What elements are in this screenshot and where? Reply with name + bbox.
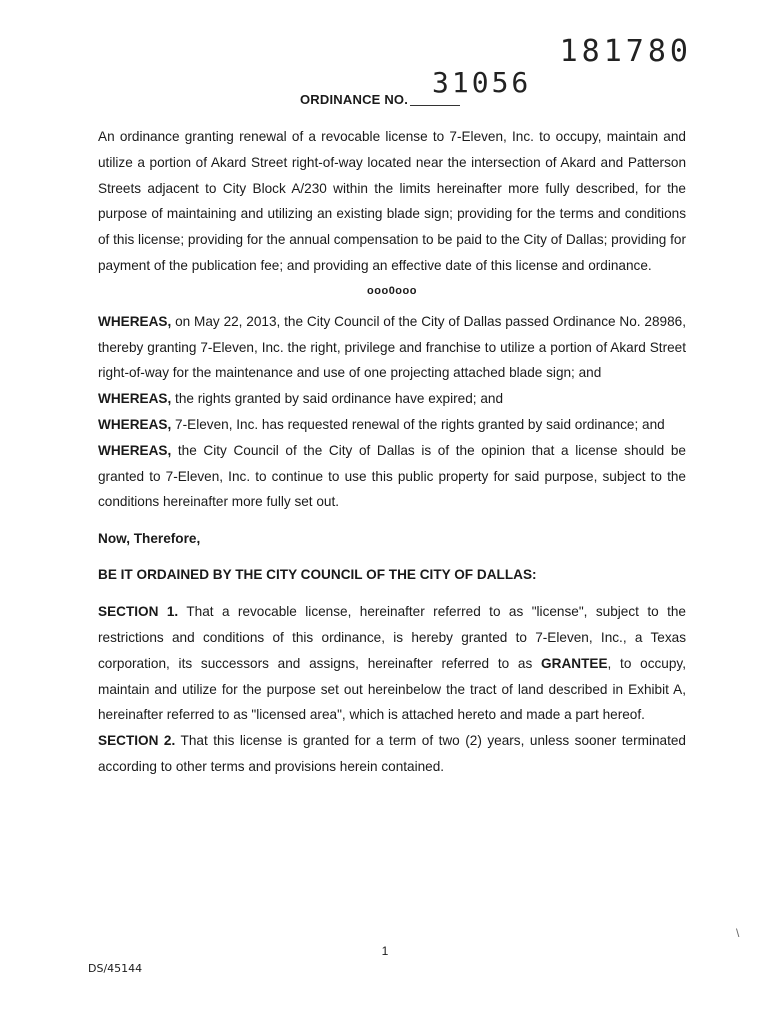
be-it-ordained: BE IT ORDAINED BY THE CITY COUNCIL OF THE CITY OF DALLAS: xyxy=(98,567,537,583)
whereas-label: WHEREAS, xyxy=(98,391,172,407)
handwritten-ordinance-number: 31056 xyxy=(432,66,532,99)
whereas-text: the rights granted by said ordinance have expired; and xyxy=(171,391,504,407)
section-text: , to occupy, maintain and utilize for the purpose set out hereinbelow the tract of land described in Exhibit A, hereinafter referred to as "licensed area", which is attached hereto and made a part hereof. xyxy=(98,655,686,723)
scan-mark: \ xyxy=(736,926,740,940)
whereas-paragraph-1 xyxy=(98,309,686,386)
grantee-term: GRANTEE xyxy=(541,655,608,671)
section-text: That a revocable license, hereinafter referred to as "license", subject to the restrictions and conditions of this ordinance, is hereby granted to 7-Eleven, Inc., a Texas corporation, its successors and assigns, hereinafter referred to as xyxy=(98,604,686,671)
page-number: 1 xyxy=(381,944,389,958)
now-therefore: Now, Therefore, xyxy=(98,531,201,547)
stamp-number: 181780 xyxy=(559,34,692,69)
whereas-label: WHEREAS, xyxy=(98,313,172,329)
whereas-paragraph-2 xyxy=(98,386,686,412)
section-text: That this license is granted for a term of two (2) years, unless sooner terminated according to other terms and provisions herein contained. xyxy=(98,733,686,774)
section-label: SECTION 1. xyxy=(98,604,179,620)
whereas-text: on May 22, 2013, the City Council of the City of Dallas passed Ordinance No. 28986, thereby granting 7-Eleven, Inc. the right, privilege and franchise to utilize a portion of Akard Street right-of-way for the maintenance and use of one projecting attached blade sign; and xyxy=(98,313,686,381)
separator: ooo0ooo xyxy=(367,284,417,297)
whereas-label: WHEREAS, xyxy=(98,416,172,432)
whereas-text: the City Council of the City of Dallas is of the opinion that a license should be granted to 7-Eleven, Inc. to continue to use this public property for said purpose, subject to the conditions hereinafter more fully set out. xyxy=(98,442,686,510)
ordinance-number-line xyxy=(410,105,460,106)
whereas-paragraph-3 xyxy=(98,412,686,438)
whereas-text: 7-Eleven, Inc. has requested renewal of the rights granted by said ordinance; and xyxy=(171,416,665,432)
section-2 xyxy=(98,728,686,780)
section-1 xyxy=(98,599,686,728)
document-body xyxy=(98,124,686,780)
document-id: DS/45144 xyxy=(88,962,143,975)
intro-paragraph: An ordinance granting renewal of a revocable license to 7-Eleven, Inc. to occupy, maintain and utilize a portion of Akard Street right-of-way located near the intersection of Akard and Patterson Streets adjacent to City Block A/230 within the limits hereinafter more fully described, for the purpose of maintaining and utilizing an existing blade sign; providing for the terms and conditions of this license; providing for the annual compensation to be paid to the City of Dallas; providing for payment of the publication fee; and providing an effective date of this license and ordinance. xyxy=(98,129,686,273)
whereas-paragraph-4 xyxy=(98,438,686,515)
ordinance-title xyxy=(300,92,460,107)
ordinance-label: ORDINANCE NO. xyxy=(300,92,409,107)
section-label: SECTION 2. xyxy=(98,733,176,749)
whereas-label: WHEREAS, xyxy=(98,442,172,458)
